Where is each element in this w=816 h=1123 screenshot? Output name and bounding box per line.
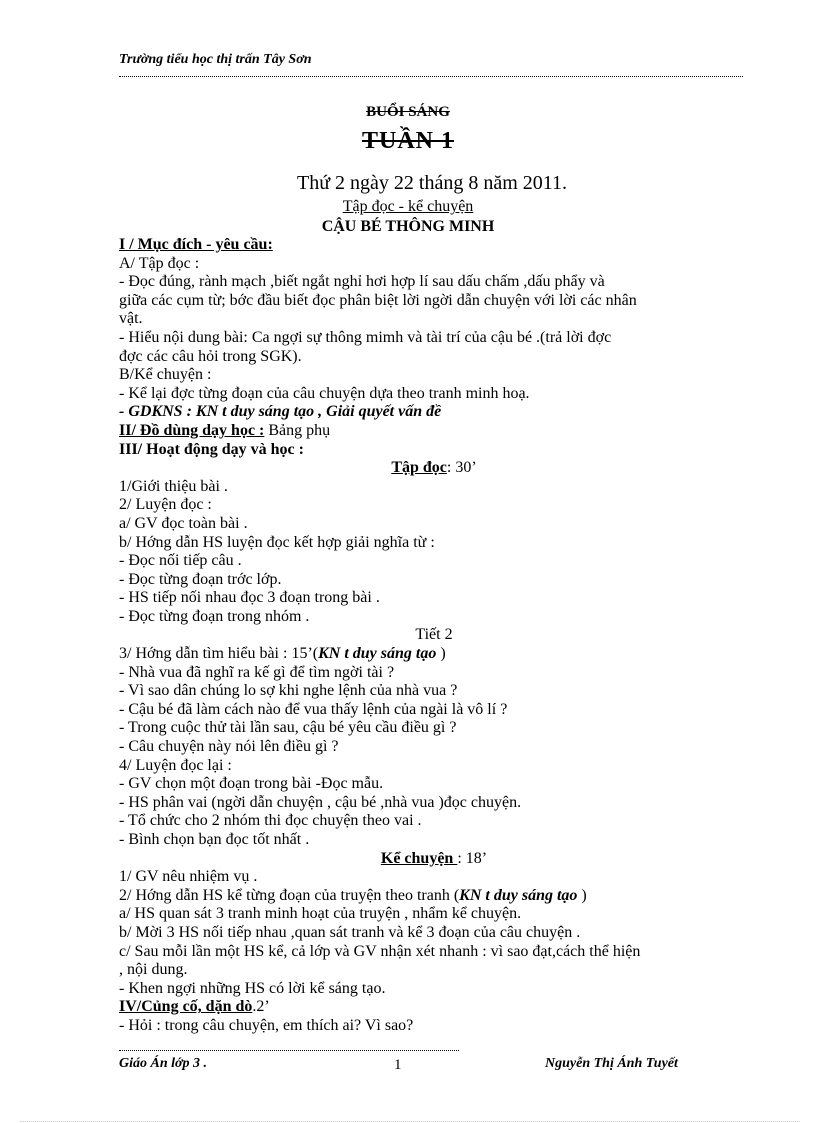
body-line: , nội dung.: [119, 961, 188, 979]
body-line: - Kể lại đợc từng đoạn của câu chuyện dựa theo tranh minh hoạ.: [119, 384, 530, 402]
body-line: - Đọc từng đoạn trớc lớp.: [119, 570, 282, 588]
body-line: Tiết 2: [415, 626, 453, 644]
body-line: đợc các câu hỏi trong SGK).: [119, 347, 302, 365]
body-line: 4/ Luyện đọc lại :: [119, 756, 232, 774]
footer-author: Nguyễn Thị Ánh Tuyết: [545, 1056, 678, 1071]
body-line: - HS phân vai (ngời dẫn chuyện , cậu bé ,nhà vua )đọc chuyện.: [119, 793, 522, 811]
body-line: vật.: [119, 310, 143, 328]
body-line: - HS tiếp nối nhau đọc 3 đoạn trong bài .: [119, 589, 380, 607]
week-title: TUẦN 1: [361, 128, 454, 154]
body-line: III/ Hoạt động dạy và học :: [119, 440, 304, 458]
body-line: - Câu chuyện này nói lên điều gì ?: [119, 738, 339, 756]
lesson-body: [119, 236, 749, 1036]
body-line: Tập đọc: 30’: [391, 459, 477, 477]
body-line: b/ Mời 3 HS nối tiếp nhau ,quan sát tranh và kể 3 đoạn của câu chuyện .: [119, 923, 581, 941]
body-line: 1/Giới thiệu bài .: [119, 477, 228, 495]
body-line: a/ GV đọc toàn bài .: [119, 514, 248, 532]
body-line: - Nhà vua đã nghĩ ra kế gì để tìm ngời tài ?: [119, 663, 395, 681]
body-line: - Hiểu nội dung bài: Ca ngợi sự thông mimh và tài trí của cậu bé .(trả lời đợc: [119, 328, 612, 346]
body-line: - Đọc từng đoạn trong nhóm .: [119, 607, 310, 625]
page-number: 1: [394, 1057, 402, 1073]
body-line: a/ HS quan sát 3 tranh minh hoạt của truyện , nhẩm kể chuyện.: [119, 905, 522, 923]
body-line: - Khen ngợi những HS có lời kể sáng tạo.: [119, 979, 386, 997]
body-line: b/ Hớng dẫn HS luyện đọc kết hợp giải nghĩa từ :: [119, 533, 435, 551]
body-line: - Cậu bé đã làm cách nào để vua thấy lệnh của ngài là vô lí ?: [119, 700, 508, 718]
footer-divider: [119, 1050, 459, 1051]
body-line: - Đọc đúng, rành mạch ,biết ngắt nghỉ hơi hợp lí sau dấu chấm ,dấu phẩy và: [119, 273, 605, 291]
body-line: - Trong cuộc thử tài lần sau, cậu bé yêu cầu điều gì ?: [119, 719, 457, 737]
school-header: Trường tiểu học thị trấn Tây Sơn: [119, 52, 312, 67]
body-line: II/ Đồ dùng dạy học : Bảng phụ: [119, 421, 331, 439]
body-line: giữa các cụm từ; bớc đầu biết đọc phân biệt lời ngời dẫn chuyện với lời các nhân: [119, 291, 637, 309]
session-title: BUỔI SÁNG: [366, 104, 450, 120]
body-line: 3/ Hớng dẫn tìm hiểu bài : 15’(KN t duy sáng tạo ): [119, 645, 446, 663]
lesson-date: Thứ 2 ngày 22 tháng 8 năm 2011.: [297, 172, 568, 194]
footer-class: Giáo Án lớp 3 .: [119, 1056, 208, 1071]
body-line: Kể chuyện : 18’: [380, 849, 488, 867]
body-line: - Vì sao dân chúng lo sợ khi nghe lệnh của nhà vua ?: [119, 682, 458, 700]
body-line: 2/ Luyện đọc :: [119, 496, 212, 514]
body-line: IV/Củng cố, dặn dò.2’: [119, 998, 270, 1016]
body-line: A/ Tập đọc :: [119, 254, 200, 272]
body-line: - Bình chọn bạn đọc tốt nhất .: [119, 831, 310, 848]
body-line: c/ Sau mỗi lần một HS kể, cả lớp và GV nhận xét nhanh : vì sao đạt,cách thể hiện: [119, 942, 641, 960]
body-line: B/Kể chuyện :: [119, 366, 212, 384]
lesson-title: CẬU BÉ THÔNG MINH: [321, 218, 495, 235]
body-line: - Tổ chức cho 2 nhóm thi đọc chuyện theo vai .: [119, 812, 422, 830]
body-line: - GDKNS : KN t duy sáng tạo , Giải quyết vấn đề: [119, 403, 442, 421]
subject-title: Tập đọc - kể chuyện: [342, 198, 474, 215]
body-line: - Hỏi : trong câu chuyện, em thích ai? Vì sao?: [119, 1016, 414, 1034]
body-line: 2/ Hớng dẫn HS kể từng đoạn của truyện theo tranh (KN t duy sáng tạo ): [119, 886, 587, 904]
body-line: I / Mục đích - yêu cầu:: [119, 236, 273, 253]
bottom-edge: [20, 1121, 800, 1122]
body-line: - Đọc nối tiếp câu .: [119, 552, 242, 570]
header-divider: [119, 76, 743, 77]
body-line: 1/ GV nêu nhiệm vụ .: [119, 868, 258, 886]
body-line: - GV chọn một đoạn trong bài -Đọc mẫu.: [119, 775, 384, 793]
